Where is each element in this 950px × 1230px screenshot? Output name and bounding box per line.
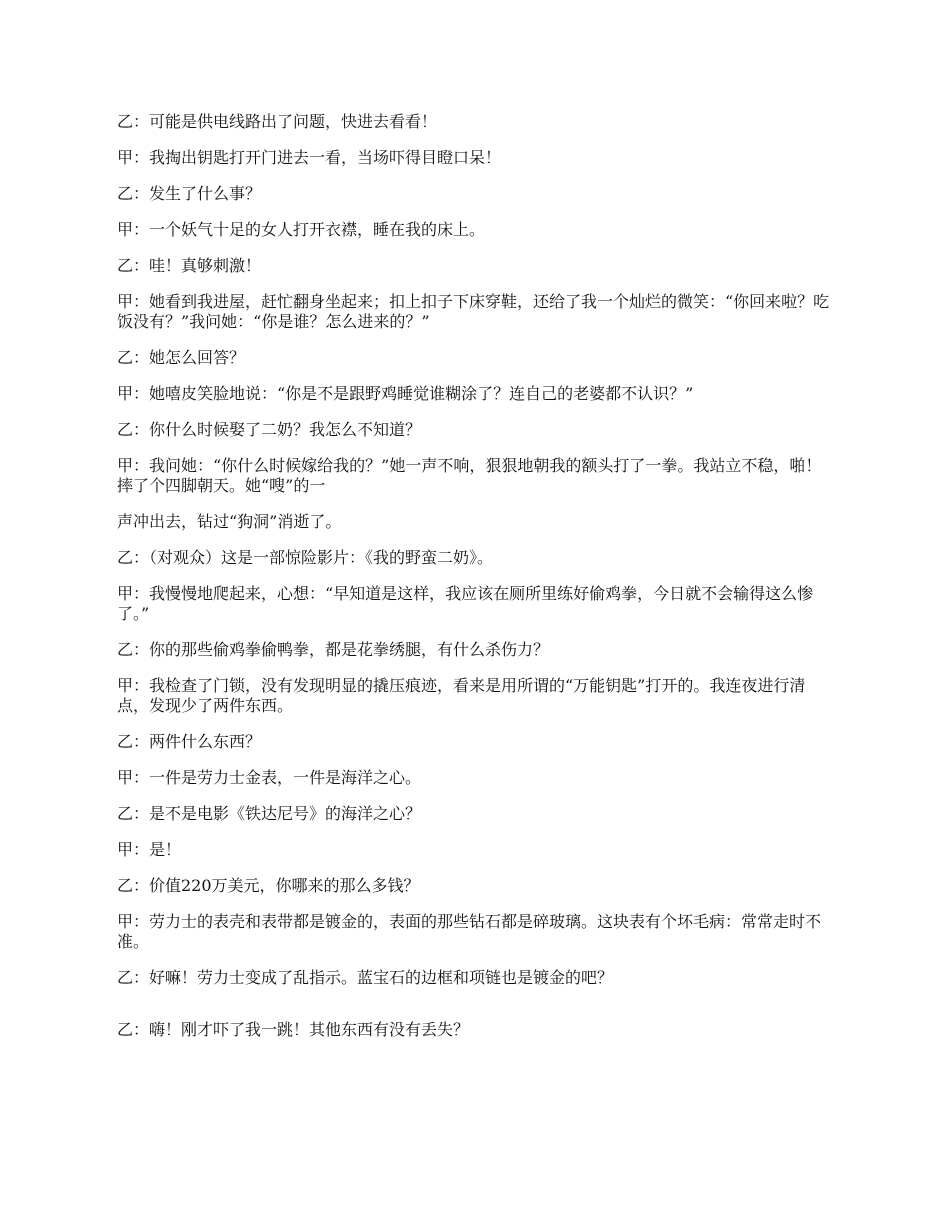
dialogue-line: 乙：好嘛！劳力士变成了乱指示。蓝宝石的边框和项链也是镀金的吧？ (117, 968, 614, 987)
dialogue-line: 乙：价值220万美元，你哪来的那么多钱？ (117, 876, 420, 895)
dialogue-line: 甲：我问她：“你什么时候嫁给我的？”她一声不响，狠狠地朝我的额头打了一拳。我站立不稳，啪！摔了个四脚朝天。她“嗖”的一 (117, 456, 822, 495)
dialogue-line: 声冲出去，钻过“狗洞”消逝了。 (117, 512, 342, 531)
dialogue-line: 乙：哇！真够刺激！ (117, 256, 262, 275)
dialogue-line: 甲：她看到我进屋，赶忙翻身坐起来；扣上扣子下床穿鞋，还给了我一个灿烂的微笑：“你回来啦？吃饭没有？”我问她：“你是谁？怎么进来的？” (117, 292, 830, 331)
dialogue-line: 乙：是不是电影《铁达尼号》的海洋之心？ (117, 804, 422, 823)
dialogue-line: 甲：是！ (117, 840, 182, 859)
dialogue-line: 乙：两件什么东西？ (117, 732, 262, 751)
dialogue-line: 甲：我掏出钥匙打开门进去一看，当场吓得目瞪口呆！ (117, 148, 502, 167)
dialogue-line: 乙：嗨！刚才吓了我一跳！其他东西有没有丢失？ (117, 1020, 470, 1039)
dialogue-line: 乙：（对观众）这是一部惊险影片：《我的野蛮二奶》。 (117, 548, 494, 567)
dialogue-line: 乙：她怎么回答？ (117, 348, 246, 367)
dialogue-line: 甲：我检查了门锁，没有发现明显的撬压痕迹，看来是用所谓的“万能钥匙”打开的。我连夜进行清点，发现少了两件东西。 (117, 676, 806, 715)
dialogue-line: 甲：劳力士的表壳和表带都是镀金的，表面的那些钻石都是碎玻璃。这块表有个坏毛病：常常走时不准。 (117, 912, 822, 951)
dialogue-line: 乙：发生了什么事？ (117, 184, 262, 203)
dialogue-line: 甲：我慢慢地爬起来，心想：“早知道是这样，我应该在厕所里练好偷鸡拳，今日就不会输得这么惨了。” (117, 584, 814, 623)
dialogue-text-block (117, 112, 837, 1056)
dialogue-line: 乙：你什么时候娶了二奶？我怎么不知道？ (117, 420, 422, 439)
dialogue-line: 乙：可能是供电线路出了问题，快进去看看！ (117, 112, 438, 131)
dialogue-line: 乙：你的那些偷鸡拳偷鸭拳，都是花拳绣腿，有什么杀伤力？ (117, 640, 550, 659)
dialogue-line: 甲：一个妖气十足的女人打开衣襟，睡在我的床上。 (117, 220, 486, 239)
dialogue-line: 甲：她嘻皮笑脸地说：“你是不是跟野鸡睡觉谁糊涂了？连自己的老婆都不认识？” (117, 384, 694, 403)
dialogue-line: 甲：一件是劳力士金表，一件是海洋之心。 (117, 768, 422, 787)
